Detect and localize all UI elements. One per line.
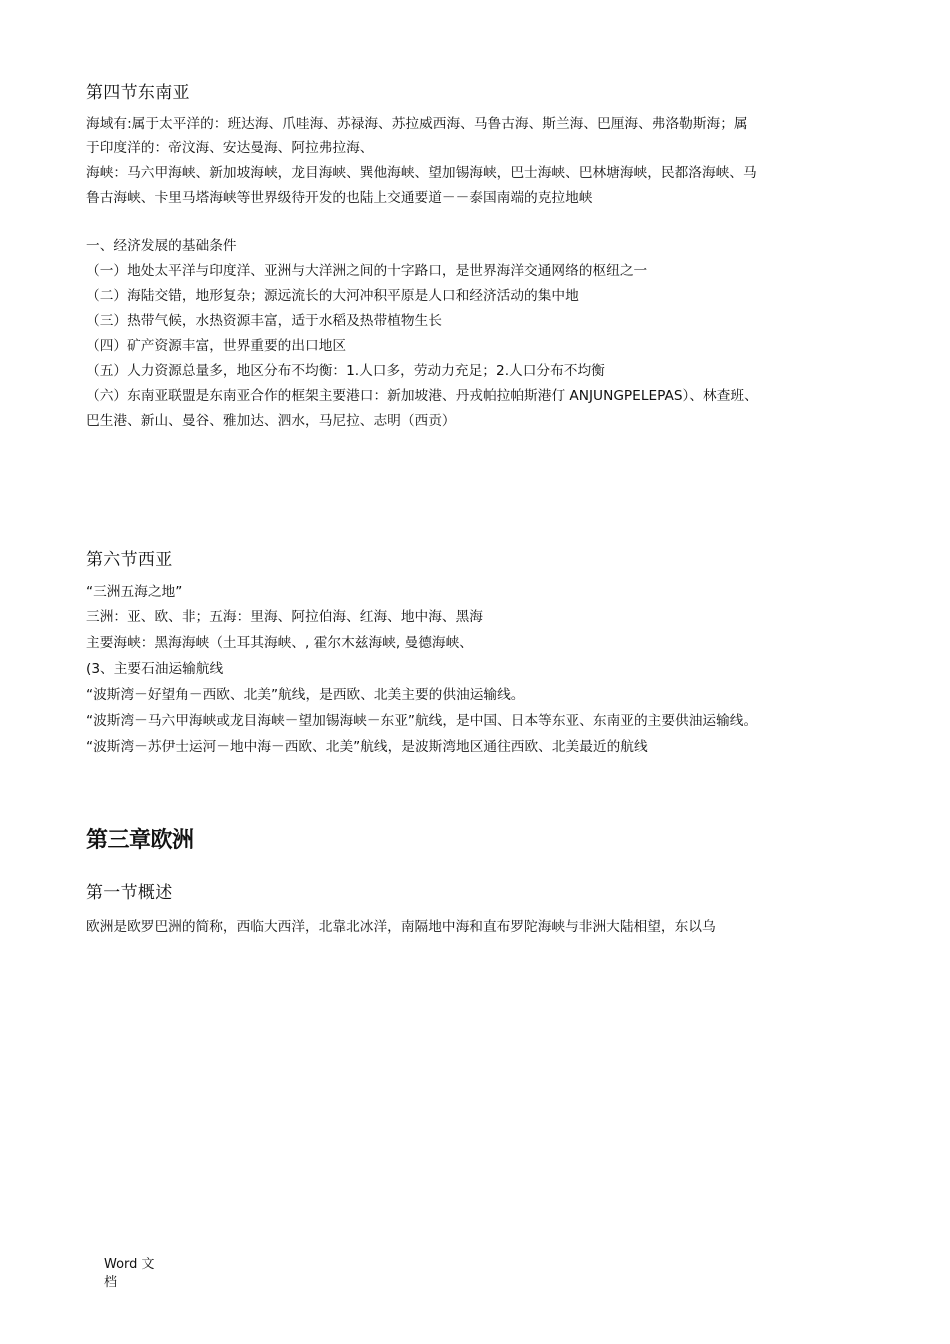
- paragraph-line: 三洲：亚、欧、非；五海：里海、阿拉伯海、红海、地中海、黑海: [86, 609, 483, 625]
- section-heading-west-asia: 第六节西亚: [86, 550, 173, 570]
- footer-label: [104, 1256, 164, 1292]
- paragraph-line: “波斯湾－苏伊士运河－地中海－西欧、北美”航线，是波斯湾地区通往西欧、北美最近的航线: [86, 739, 648, 755]
- paragraph-line: 海域有:属于太平洋的：班达海、爪哇海、苏禄海、苏拉威西海、马鲁古海、斯兰海、巴厘海、弗洛勒斯海；属: [86, 116, 748, 132]
- chapter-heading-europe: 第三章欧洲: [86, 828, 194, 853]
- list-item: （一）地处太平洋与印度洋、亚洲与大洋洲之间的十字路口，是世界海洋交通网络的枢纽之一: [86, 263, 648, 279]
- list-item: （三）热带气候，水热资源丰富，适于水稻及热带植物生长: [86, 313, 442, 329]
- list-item: 巴生港、新山、曼谷、雅加达、泗水，马尼拉、志明（西贡）: [86, 413, 456, 429]
- list-item: （四）矿产资源丰富，世界重要的出口地区: [86, 338, 347, 354]
- subsection-title-conditions: 一、经济发展的基础条件: [86, 238, 237, 254]
- paragraph-line: 欧洲是欧罗巴洲的简称，西临大西洋，北靠北冰洋，南隔地中海和直布罗陀海峡与非洲大陆相望，东以乌: [86, 919, 716, 935]
- list-item: （二）海陆交错，地形复杂；源远流长的大河冲积平原是人口和经济活动的集中地: [86, 288, 579, 304]
- list-item: （六）东南亚联盟是东南亚合作的框架主要港口：新加坡港、丹戎帕拉帕斯港仃 ANJUNGPELEPAS）、林查班、: [86, 388, 758, 404]
- paragraph-line: 于印度洋的：帝汶海、安达曼海、阿拉弗拉海、: [86, 140, 374, 156]
- paragraph-line: “三洲五海之地”: [86, 584, 183, 600]
- paragraph-line: (3、主要石油运输航线: [86, 661, 224, 677]
- paragraph-line: 鲁古海峡、卡里马塔海峡等世界级待开发的也陆上交通要道－－泰国南端的克拉地峡: [86, 190, 593, 206]
- section-heading-southeast-asia: 第四节东南亚: [86, 83, 190, 103]
- paragraph-line: “波斯湾－好望角－西欧、北美”航线，是西欧、北美主要的供油运输线。: [86, 687, 525, 703]
- paragraph-line: “波斯湾－马六甲海峡或龙目海峡－望加锡海峡－东亚”航线，是中国、日本等东亚、东南亚的主要供油运输线。: [86, 713, 758, 729]
- footer-label-line: Word 文: [104, 1257, 155, 1272]
- footer-label-line: 档: [104, 1275, 118, 1290]
- paragraph-line: 主要海峡：黑海海峡（土耳其海峡、, 霍尔木兹海峡, 曼德海峡、: [86, 635, 473, 651]
- paragraph-line: 海峡：马六甲海峡、新加坡海峡，龙目海峡、巽他海峡、望加锡海峡，巴士海峡、巴林塘海峡，民都洛海峡、马: [86, 165, 757, 181]
- list-item: （五）人力资源总量多，地区分布不均衡：1.人口多，劳动力充足；2.人口分布不均衡: [86, 363, 605, 379]
- section-heading-overview: 第一节概述: [86, 883, 173, 903]
